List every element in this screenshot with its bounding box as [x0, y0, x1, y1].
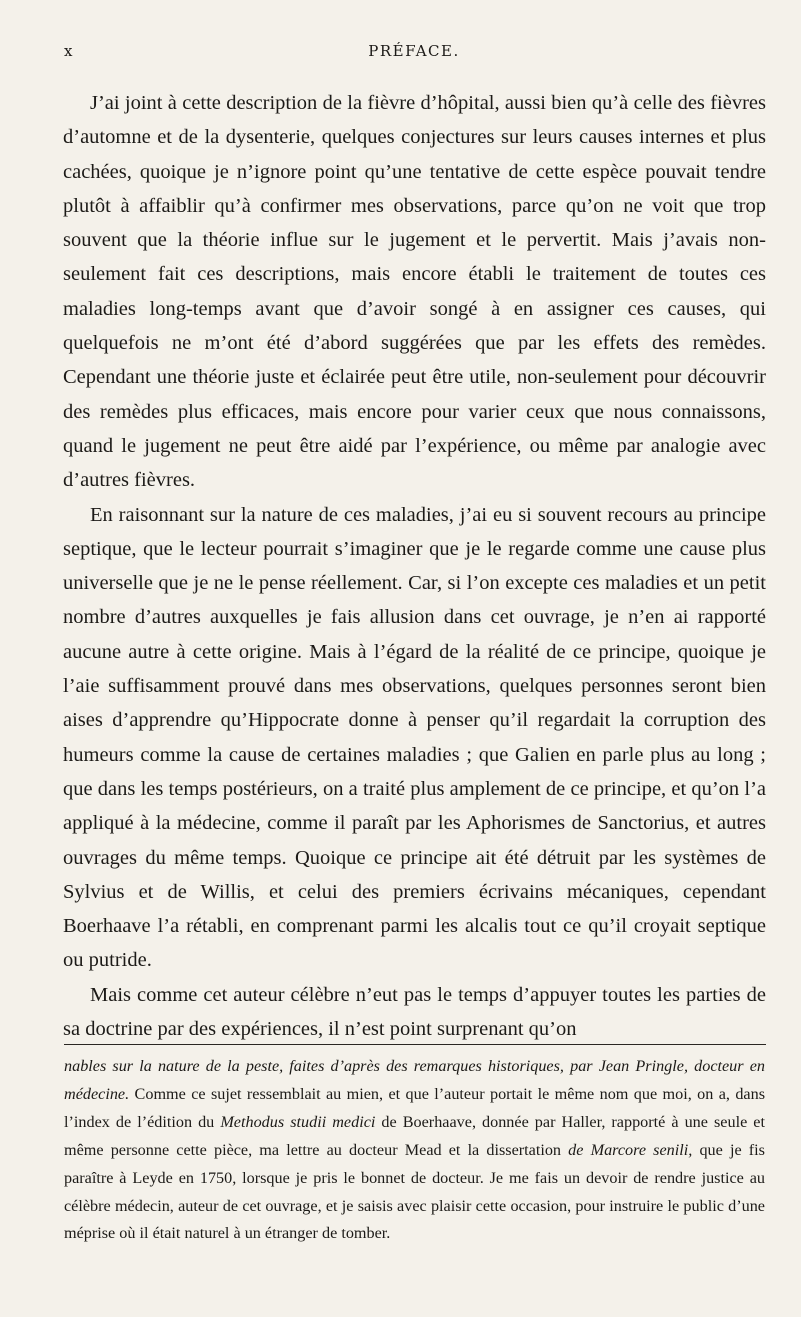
footnote-text — [64, 1053, 765, 1248]
main-text — [63, 86, 766, 1046]
footnote-separator — [64, 1044, 766, 1045]
page-header — [64, 42, 764, 66]
footnote-italic-2: Methodus studii medici — [220, 1112, 376, 1131]
footnote-italic-1: nables sur la nature de la peste, faites d’après des remarques historiques, par Jean Pringle, docteur en médecine. — [64, 1057, 765, 1103]
footnote-text-3: que je fis paraître à Leyde en 1750, lorsque je pris le bonnet de docteur. Je me fais un devoir de rendre justice au célèbre médecin, auteur de cet ouvrage, et je saisis avec plaisir cette occasion, pour instruire le public d’une méprise où il était naturel à un étranger de tomber. — [64, 1140, 765, 1243]
footnote-text-1: Comme ce sujet ressemblait au mien, et que l’auteur portait le même nom que moi, on a, dans l’index de l’édition du — [64, 1084, 765, 1131]
paragraph-1: J’ai joint à cette description de la fièvre d’hôpital, aussi bien qu’à celle des fièvres d’automne et de la dysenterie, quelques conjectures sur leurs causes internes et plus cachées, quoique je n’ignore point qu’une tentative de cette espèce pouvait tendre plutôt à affaiblir qu’à confirmer mes observations, parce qu’on ne voit que trop souvent que la théorie influe sur le jugement et le pervertit. Mais j’avais non-seulement fait ces descriptions, mais encore établi le traitement de toutes ces maladies long-temps avant que d’avoir songé à en assigner ces causes, qui quelquefois ne m’ont été d’abord suggérées que par les effets des remèdes. Cependant une théorie juste et éclairée peut être utile, non-seulement pour découvrir des remèdes plus efficaces, mais encore pour varier ceux que nous connaissons, quand le jugement ne peut être aidé par l’expérience, ou même par analogie avec d’autres fièvres. — [63, 92, 766, 492]
page-number: x — [64, 42, 74, 60]
running-title: PRÉFACE. — [368, 42, 460, 60]
paragraph-2: En raisonnant sur la nature de ces maladies, j’ai eu si souvent recours au principe septique, que le lecteur pourrait s’imaginer que je le regarde comme une cause plus universelle que je ne le pense réellement. Car, si l’on excepte ces maladies et un petit nombre d’autres auxquelles je fais allusion dans cet ouvrage, je n’en ai rapporté aucune autre à cette origine. Mais à l’égard de la réalité de ce principe, quoique je l’aie suffisamment prouvé dans mes observations, quelques personnes seront bien aises d’apprendre qu’Hippocrate donne à penser qu’il regardait la corruption des humeurs comme la cause de certaines maladies ; que Galien en parle plus au long ; que dans les temps postérieurs, on a traité plus amplement de ce principe, et qu’on l’a appliqué à la médecine, comme il paraît par les Aphorismes de Sanctorius, et autres ouvrages du même temps. Quoique ce principe ait été détruit par les systèmes de Sylvius et de Willis, et celui des premiers écrivains mécaniques, cependant Boerhaave l’a rétabli, en comprenant parmi les alcalis tout ce qu’il croyait septique ou putride. — [63, 503, 766, 972]
footnote-italic-3: de Marcore senili, — [568, 1140, 693, 1159]
footnote — [64, 1053, 765, 1248]
paragraph-3: Mais comme cet auteur célèbre n’eut pas le temps d’appuyer toutes les parties de sa doctrine par des expériences, il n’est point surprenant qu’on — [63, 983, 766, 1041]
footnote-text-2: de Boerhaave, donnée par Haller, rapporté à une seule et même personne cette pièce, ma lettre au docteur Mead et la dissertation — [64, 1112, 765, 1159]
